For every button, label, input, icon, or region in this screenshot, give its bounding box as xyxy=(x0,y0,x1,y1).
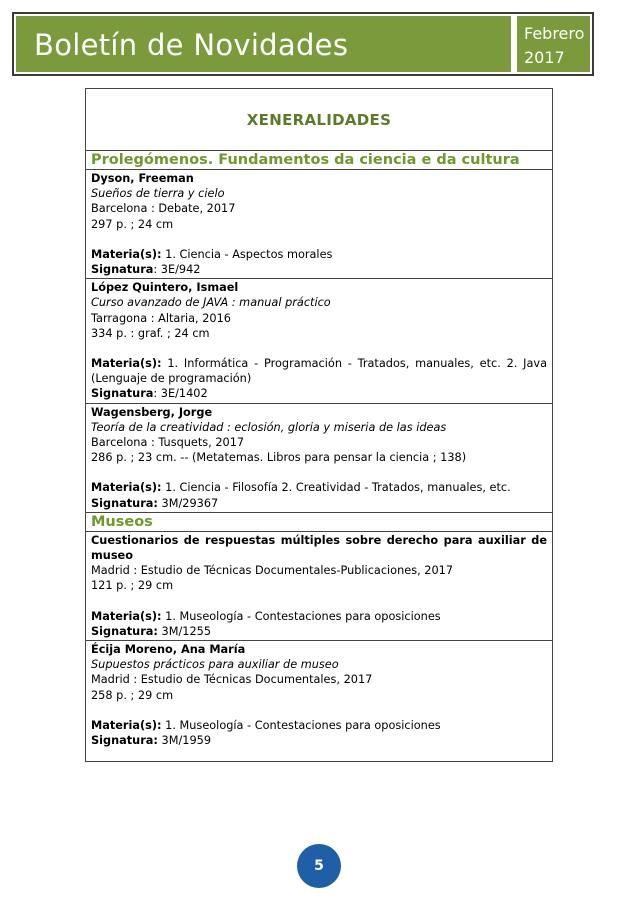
bulletin-year: 2017 xyxy=(524,48,565,67)
catalog-table xyxy=(85,88,553,762)
catalog-entry xyxy=(86,641,552,749)
catalog-entry xyxy=(86,404,552,513)
entry-author: Écija Moreno, Ana María xyxy=(91,643,246,657)
entry-author: Dyson, Freeman xyxy=(91,172,194,185)
entry-title: Curso avanzado de JAVA : manual práctico xyxy=(91,296,331,310)
bulletin-title: Boletín de Novidades xyxy=(34,28,349,62)
section-heading xyxy=(86,89,552,151)
entry-imprint: Barcelona : Debate, 2017 xyxy=(91,202,236,216)
entry-extent: 121 p. ; 29 cm xyxy=(91,579,174,593)
catalog-entry xyxy=(86,170,552,279)
bulletin-month: Febrero xyxy=(524,24,585,43)
entry-extent: 258 p. ; 29 cm xyxy=(91,688,174,702)
entry-extent: 334 p. : graf. ; 24 cm xyxy=(91,326,210,340)
header-divider xyxy=(511,16,517,72)
entry-callnumber: Signatura: 3M/29367 xyxy=(91,496,219,510)
catalog-entry xyxy=(86,532,552,641)
bulletin-date xyxy=(524,22,584,70)
page-number-badge: 5 xyxy=(297,844,341,888)
entry-title: Teoría de la creatividad : eclosión, gloria y miseria de las ideas xyxy=(91,420,447,434)
entry-subjects: Materia(s): 1. Ciencia - Filosofía 2. Creatividad - Tratados, manuales, etc. xyxy=(91,481,511,495)
section-title: XENERALIDADES xyxy=(246,111,392,129)
entry-subjects: Materia(s): 1. Museología - Contestaciones para oposiciones xyxy=(91,609,441,623)
subject-heading: Museos xyxy=(86,513,552,532)
entry-title: Supuestos prácticos para auxiliar de museo xyxy=(91,658,339,672)
entry-subjects: Materia(s): 1. Ciencia - Aspectos morales xyxy=(91,247,333,261)
entry-extent: 286 p. ; 23 cm. -- (Metatemas. Libros para pensar la ciencia ; 138) xyxy=(91,451,467,465)
entry-author: López Quintero, Ismael xyxy=(91,281,239,295)
entry-title: Sueños de tierra y cielo xyxy=(91,187,225,201)
entry-imprint: Barcelona : Tusquets, 2017 xyxy=(91,436,245,450)
entry-imprint: Tarragona : Altaria, 2016 xyxy=(91,311,231,325)
entry-imprint: Madrid : Estudio de Técnicas Documentales, 2017 xyxy=(91,673,373,687)
entry-subjects: Materia(s): 1. Informática - Programación - Tratados, manuales, etc. 2. Java (Lenguaje de programación) xyxy=(91,357,547,386)
entry-imprint: Madrid : Estudio de Técnicas Documentales-Publicaciones, 2017 xyxy=(91,564,454,578)
entry-subjects: Materia(s): 1. Museología - Contestaciones para oposiciones xyxy=(91,718,441,732)
entry-callnumber: Signatura: 3M/1959 xyxy=(91,734,212,748)
subject-heading: Prolegómenos. Fundamentos da ciencia e da cultura xyxy=(86,151,552,170)
entry-callnumber: Signatura: 3E/942 xyxy=(91,263,201,277)
entry-author: Wagensberg, Jorge xyxy=(91,405,213,419)
entry-callnumber: Signatura: 3E/1402 xyxy=(91,387,208,401)
entry-extent: 297 p. ; 24 cm xyxy=(91,217,174,231)
entry-callnumber: Signatura: 3M/1255 xyxy=(91,624,212,638)
bulletin-header xyxy=(12,12,594,76)
entry-author: Cuestionarios de respuestas múltiples sobre derecho para auxiliar de museo xyxy=(91,533,547,563)
header-banner xyxy=(16,16,590,72)
catalog-entry xyxy=(86,279,552,403)
